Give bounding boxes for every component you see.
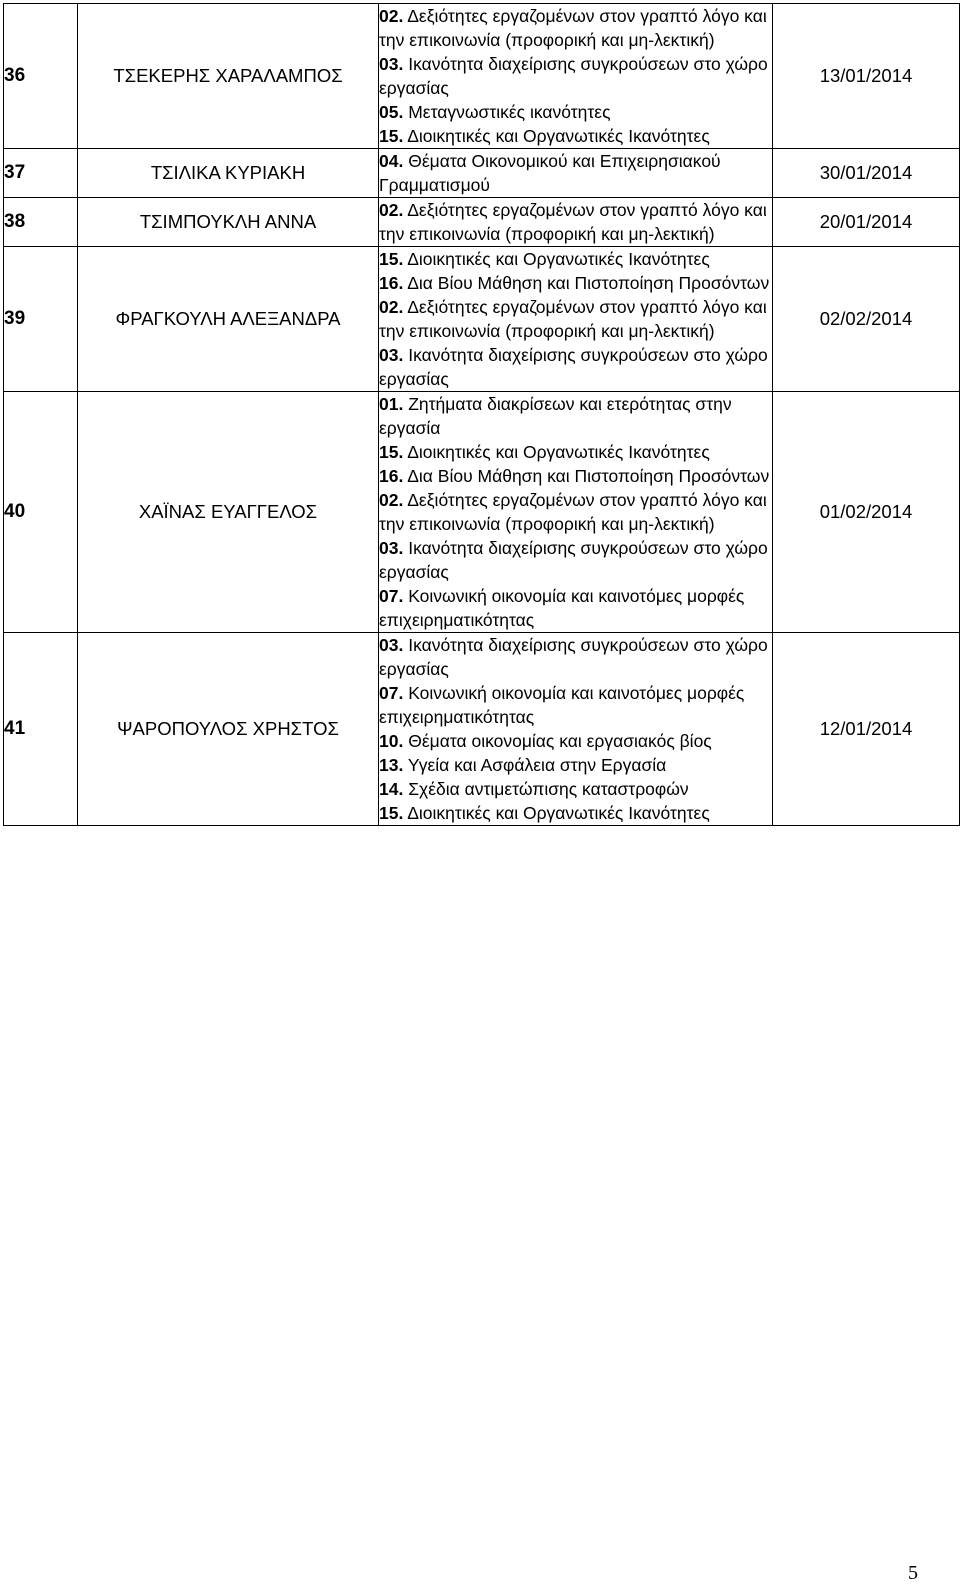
course-code: 05. xyxy=(379,102,404,122)
course-item xyxy=(379,777,772,801)
course-title: Κοινωνική οικονομία και καινοτόμες μορφές επιχειρηματικότητας xyxy=(379,586,745,630)
course-code: 02. xyxy=(379,200,404,220)
course-item xyxy=(379,247,772,271)
course-title: Μεταγνωστικές ικανότητες xyxy=(408,102,611,122)
course-list xyxy=(379,198,773,247)
course-title: Δεξιότητες εργαζομένων στον γραπτό λόγο και την επικοινωνία (προφορική και μη-λεκτική) xyxy=(379,490,767,534)
course-code: 03. xyxy=(379,635,404,655)
course-item xyxy=(379,392,772,440)
completion-date: 12/01/2014 xyxy=(773,633,960,826)
completion-date: 13/01/2014 xyxy=(773,4,960,149)
course-title: Διοικητικές και Οργανωτικές Ικανότητες xyxy=(407,249,710,269)
course-item xyxy=(379,729,772,753)
course-code: 07. xyxy=(379,683,404,703)
course-code: 16. xyxy=(379,466,404,486)
course-code: 13. xyxy=(379,755,404,775)
person-name: ΤΣΙΜΠΟΥΚΛΗ ΑΝΝΑ xyxy=(78,198,379,247)
table-row xyxy=(4,4,960,149)
course-item xyxy=(379,681,772,729)
course-title: Θέματα Οικονομικού και Επιχειρησιακού Γραμματισμού xyxy=(379,151,721,195)
page-number: 5 xyxy=(908,1562,918,1584)
course-code: 01. xyxy=(379,394,404,414)
row-number: 41 xyxy=(4,633,78,826)
course-code: 14. xyxy=(379,779,404,799)
row-number: 38 xyxy=(4,198,78,247)
course-title: Διοικητικές και Οργανωτικές Ικανότητες xyxy=(407,803,710,823)
course-title: Υγεία και Ασφάλεια στην Εργασία xyxy=(407,755,667,775)
table-row xyxy=(4,247,960,392)
course-list xyxy=(379,149,773,198)
completion-date: 02/02/2014 xyxy=(773,247,960,392)
person-name: ΨΑΡΟΠΟΥΛΟΣ ΧΡΗΣΤΟΣ xyxy=(78,633,379,826)
registry-table xyxy=(3,3,960,826)
course-item xyxy=(379,633,772,681)
completion-date: 20/01/2014 xyxy=(773,198,960,247)
course-title: Θέματα οικονομίας και εργασιακός βίος xyxy=(408,731,712,751)
course-title: Διοικητικές και Οργανωτικές Ικανότητες xyxy=(407,442,710,462)
course-code: 02. xyxy=(379,490,404,510)
course-code: 03. xyxy=(379,54,404,74)
course-list xyxy=(379,247,773,392)
course-title: Κοινωνική οικονομία και καινοτόμες μορφές επιχειρηματικότητας xyxy=(379,683,745,727)
table-row xyxy=(4,633,960,826)
course-item xyxy=(379,124,772,148)
course-code: 03. xyxy=(379,538,404,558)
course-code: 03. xyxy=(379,345,404,365)
table-row xyxy=(4,392,960,633)
course-code: 10. xyxy=(379,731,404,751)
table-row xyxy=(4,198,960,247)
course-title: Ικανότητα διαχείρισης συγκρούσεων στο χώρο εργασίας xyxy=(379,635,768,679)
course-item xyxy=(379,295,772,343)
person-name: ΤΣΕΚΕΡΗΣ ΧΑΡΑΛΑΜΠΟΣ xyxy=(78,4,379,149)
course-title: Ικανότητα διαχείρισης συγκρούσεων στο χώρο εργασίας xyxy=(379,345,768,389)
completion-date: 01/02/2014 xyxy=(773,392,960,633)
course-item xyxy=(379,801,772,825)
course-item xyxy=(379,198,772,246)
course-code: 02. xyxy=(379,6,404,26)
row-number: 40 xyxy=(4,392,78,633)
course-item xyxy=(379,149,772,197)
course-item xyxy=(379,536,772,584)
course-title: Δεξιότητες εργαζομένων στον γραπτό λόγο και την επικοινωνία (προφορική και μη-λεκτική) xyxy=(379,297,767,341)
course-code: 16. xyxy=(379,273,404,293)
course-title: Δια Βίου Μάθηση και Πιστοποίηση Προσόντων xyxy=(407,273,770,293)
course-title: Ζητήματα διακρίσεων και ετερότητας στην εργασία xyxy=(379,394,732,438)
course-title: Ικανότητα διαχείρισης συγκρούσεων στο χώρο εργασίας xyxy=(379,538,768,582)
course-code: 07. xyxy=(379,586,404,606)
course-code: 15. xyxy=(379,126,404,146)
course-item xyxy=(379,584,772,632)
row-number: 39 xyxy=(4,247,78,392)
course-item xyxy=(379,100,772,124)
course-code: 15. xyxy=(379,442,404,462)
course-title: Δια Βίου Μάθηση και Πιστοποίηση Προσόντων xyxy=(407,466,770,486)
row-number: 37 xyxy=(4,149,78,198)
course-title: Δεξιότητες εργαζομένων στον γραπτό λόγο και την επικοινωνία (προφορική και μη-λεκτική) xyxy=(379,6,767,50)
course-title: Διοικητικές και Οργανωτικές Ικανότητες xyxy=(407,126,710,146)
course-item xyxy=(379,488,772,536)
person-name: ΤΣΙΛΙΚΑ ΚΥΡΙΑΚΗ xyxy=(78,149,379,198)
course-list xyxy=(379,633,773,826)
course-code: 15. xyxy=(379,803,404,823)
person-name: ΧΑΪΝΑΣ ΕΥΑΓΓΕΛΟΣ xyxy=(78,392,379,633)
person-name: ΦΡΑΓΚΟΥΛΗ ΑΛΕΞΑΝΔΡΑ xyxy=(78,247,379,392)
course-code: 04. xyxy=(379,151,404,171)
course-item xyxy=(379,4,772,52)
course-list xyxy=(379,4,773,149)
course-code: 15. xyxy=(379,249,404,269)
course-item xyxy=(379,753,772,777)
completion-date: 30/01/2014 xyxy=(773,149,960,198)
course-item xyxy=(379,52,772,100)
course-title: Ικανότητα διαχείρισης συγκρούσεων στο χώρο εργασίας xyxy=(379,54,768,98)
row-number: 36 xyxy=(4,4,78,149)
course-title: Δεξιότητες εργαζομένων στον γραπτό λόγο και την επικοινωνία (προφορική και μη-λεκτική) xyxy=(379,200,767,244)
course-item xyxy=(379,271,772,295)
course-item xyxy=(379,464,772,488)
course-code: 02. xyxy=(379,297,404,317)
table-row xyxy=(4,149,960,198)
course-list xyxy=(379,392,773,633)
course-item xyxy=(379,440,772,464)
course-item xyxy=(379,343,772,391)
course-title: Σχέδια αντιμετώπισης καταστροφών xyxy=(408,779,689,799)
registry-table-body xyxy=(4,4,960,826)
